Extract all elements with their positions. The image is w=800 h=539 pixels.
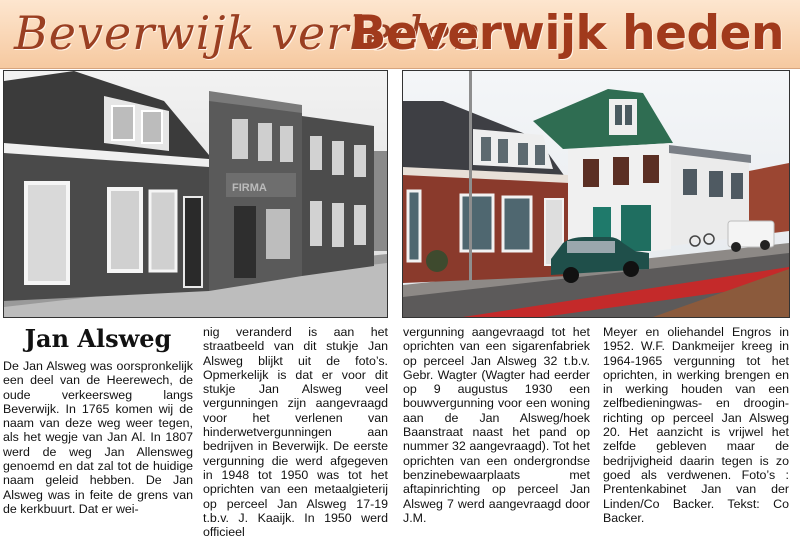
photo-present xyxy=(402,70,790,318)
article-column-4 xyxy=(603,325,789,525)
article-column-2 xyxy=(203,325,388,539)
article-column-1 xyxy=(3,359,193,516)
article-headline: Jan Alsweg xyxy=(24,324,172,353)
article-paragraph: Meyer en oliehandel Engros in 1952. W.F. Dankmeijer kreeg in 1964-1965 vergunning tot het oprichten, in werking brengen en in werking houden van een zelfbedieningwas- en droogin-richting op perceel Jan Alsweg 20. Het aanzicht is vrijwel het zelfde gebleven maar de bedrijvigheid daarin tegen is zo goed als verdwenen. Foto’s : Prentenkabinet Jan van der Linden/Co Backer. Tekst: Co Backer. xyxy=(603,325,789,525)
article-column-3 xyxy=(403,325,590,525)
article-paragraph: De Jan Alsweg was oorspronkelijk een deel van de Heerewech, de oude verkeersweg langs Beverwijk. In 1765 komen wij de naam van deze weg weer tegen, als het wegje van Jan Al. In 1807 werd de weg Jan Allensweg genoemd en dat zal tot de huidige naam geleid hebben. De Jan Alsweg was in feite de grens van de kerkbuurt. Dat er wei- xyxy=(3,359,193,516)
article-paragraph: nig veranderd is aan het straatbeeld van dit stukje Jan Alsweg blijkt uit de foto’s. Opmerkelijk is dat er voor dit stukje Jan Alsweg veel vergunningen zijn aangevraagd voor het verlenen van hinderwetvergunningen aan bedrijven in Beverwijk. De eerste vergunning die werd afgegeven in 1948 tot 1950 was tot het oprichten van een metaalgieterij op perceel Jan Alsweg 17-19 t.b.v. J. Kaaijk. In 1950 werd officieel xyxy=(203,325,388,539)
banner-title-past: Beverwijk verleden xyxy=(14,6,483,60)
article-paragraph: vergunning aangevraagd tot het oprichten van een sigarenfabriek op perceel Jan Alsweg 32 t.b.v. Gebr. Wagter (Wagter had eerder op 9 augustus 1930 een bouwvergunning voor een woning aan de Jan Alsweg/hoek Baanstraat naast het pand op nummer 32 aangevraagd). Tot het oprichten van een ondergrondse benzinebewaarplaats met aftapinrichting op perceel Jan Alsweg 7 werd aangevraagd door J.M. xyxy=(403,325,590,525)
header-banner xyxy=(0,0,800,69)
banner-title-present: Beverwijk heden xyxy=(350,6,784,61)
shop-sign: FIRMA xyxy=(232,182,267,194)
photo-past xyxy=(3,70,388,318)
